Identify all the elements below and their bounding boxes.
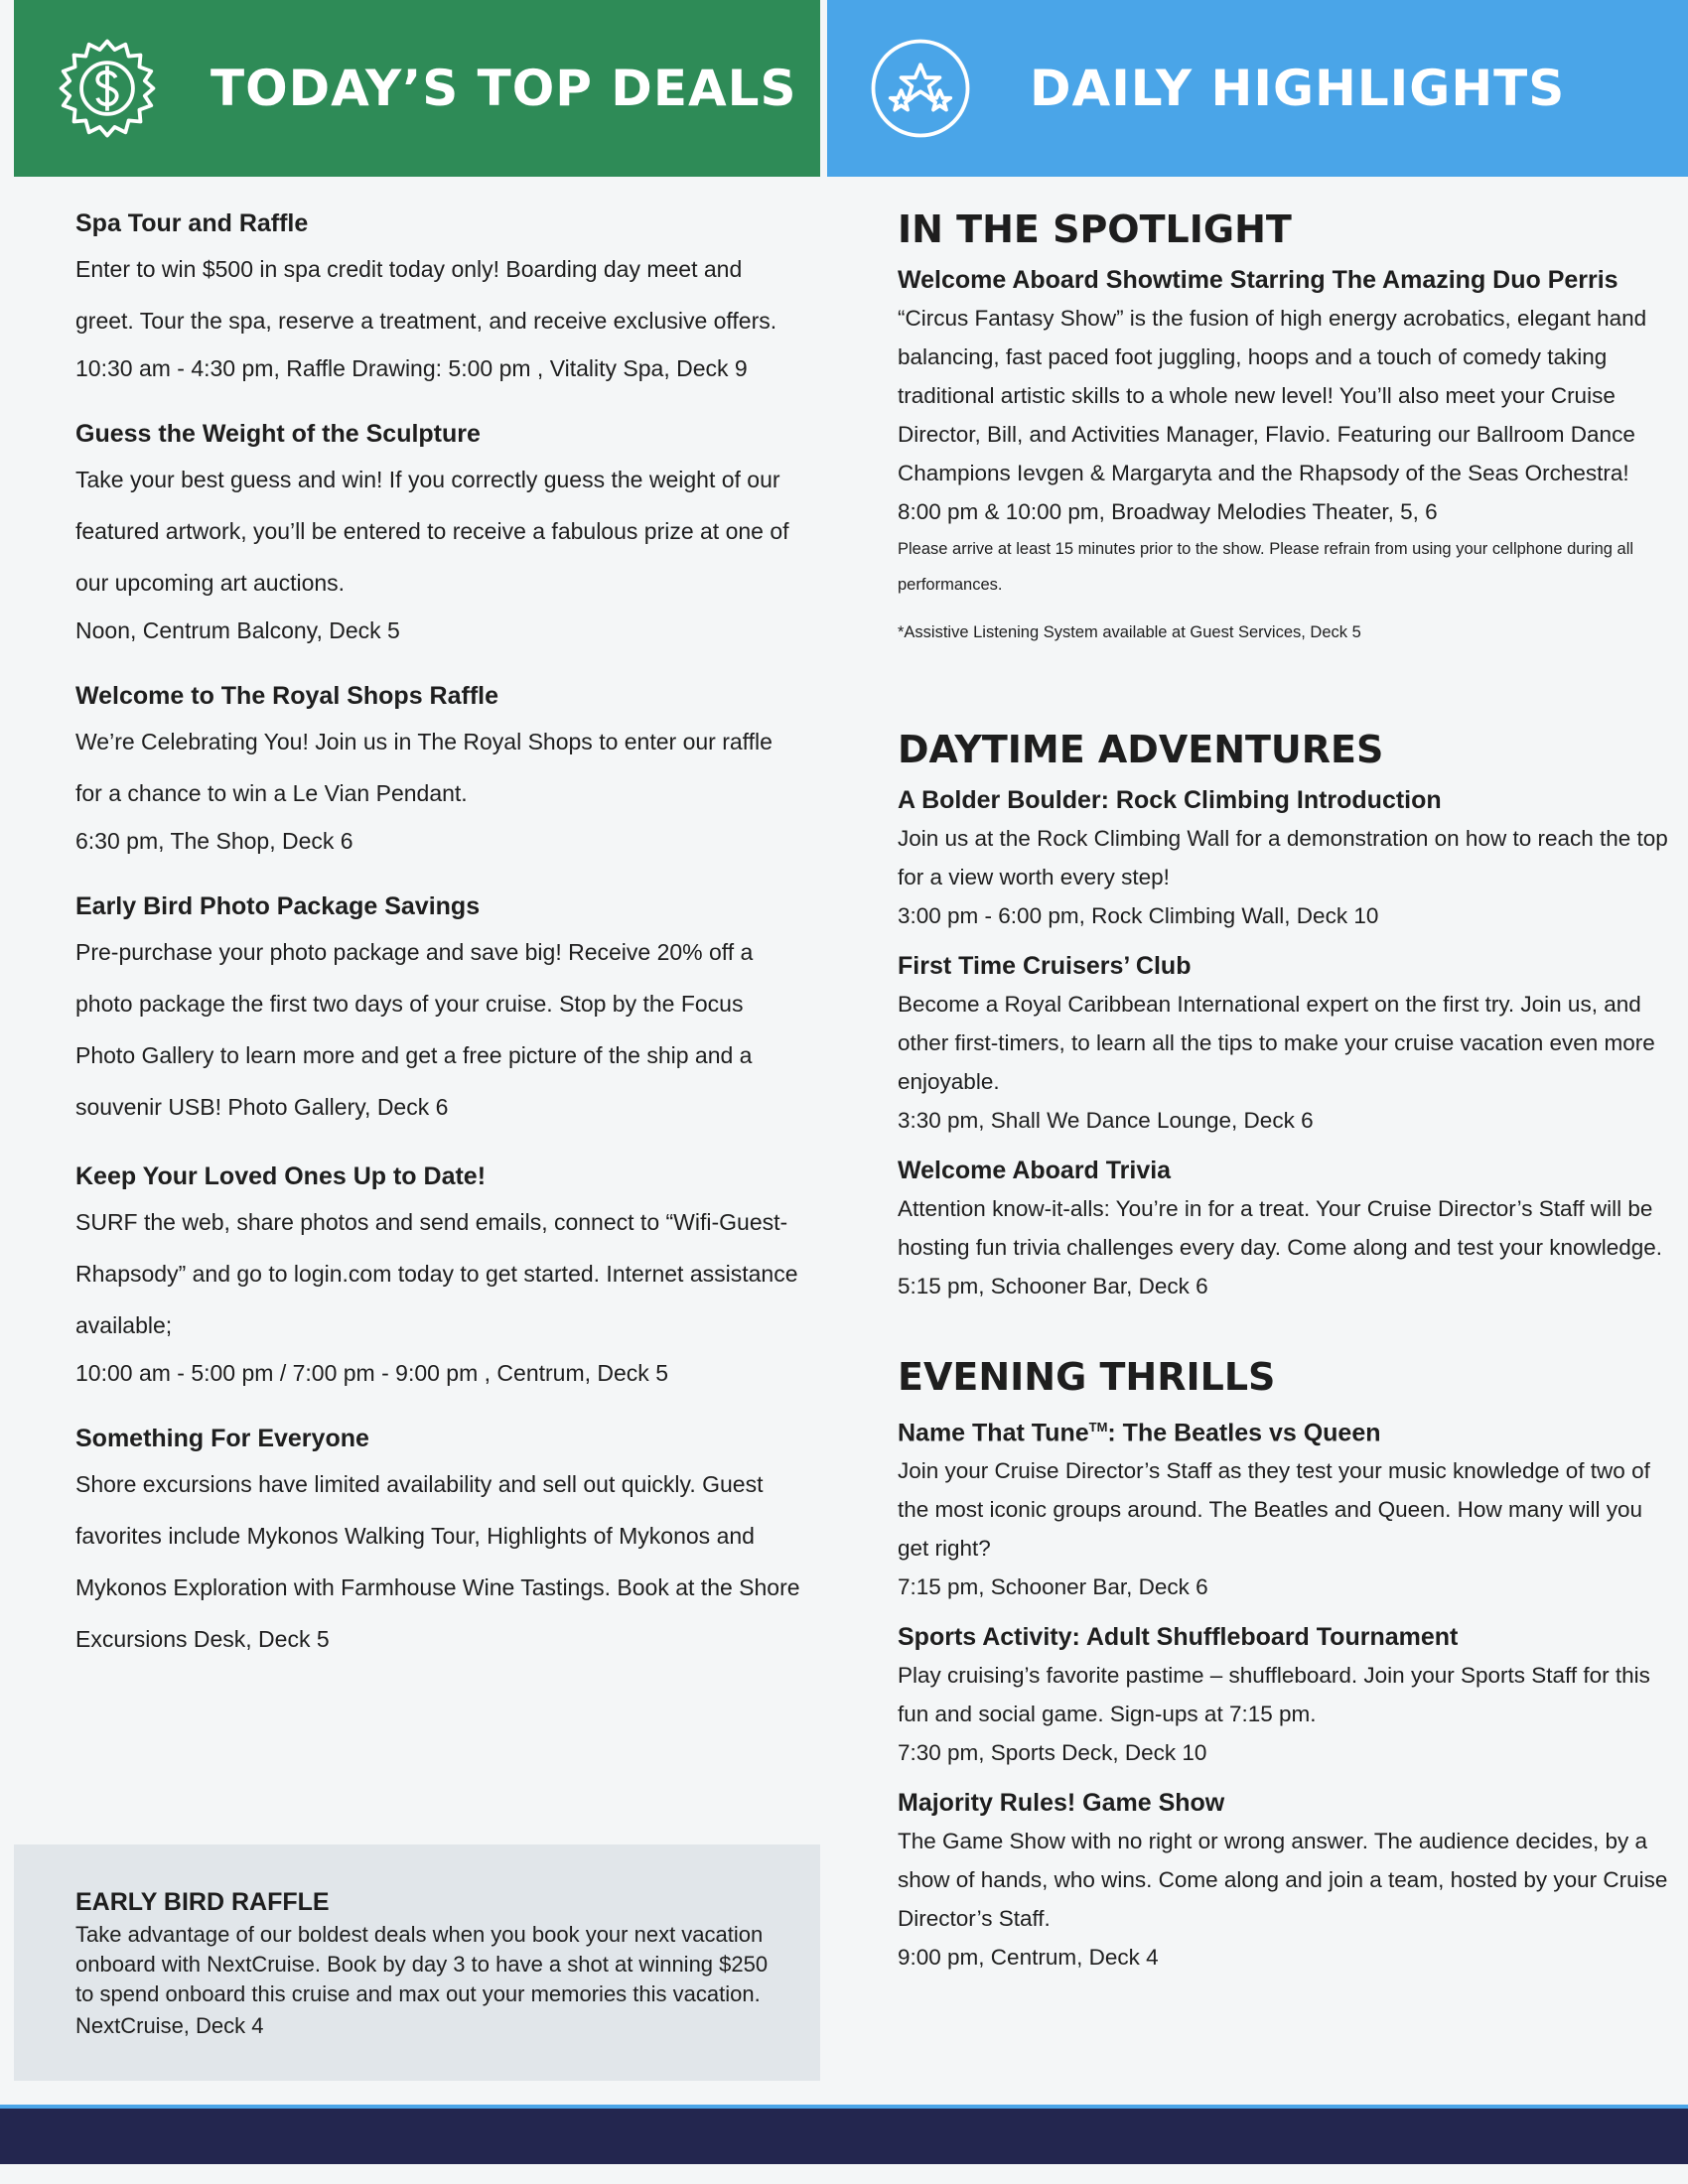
spotlight-heading: IN THE SPOTLIGHT <box>898 207 1292 251</box>
deal-title: Keep Your Loved Ones Up to Date! <box>75 1162 487 1190</box>
deal-item <box>75 887 800 1133</box>
early-bird-raffle-box <box>14 1844 820 2081</box>
deal-time: 10:30 am - 4:30 pm, Raffle Drawing: 5:00 pm , Vitality Spa, Deck 9 <box>75 355 748 381</box>
deal-item <box>75 1419 800 1665</box>
assistive-listening-note: *Assistive Listening System available at Guest Services, Deck 5 <box>898 623 1361 641</box>
event-time: 7:30 pm, Sports Deck, Deck 10 <box>898 1740 1207 1766</box>
deal-title: Spa Tour and Raffle <box>75 209 309 237</box>
top-deals-header <box>14 0 820 177</box>
highlights-column <box>898 204 1672 1988</box>
event-title: First Time Cruisers’ Club <box>898 952 1192 980</box>
event-description: “Circus Fantasy Show” is the fusion of high energy acrobatics, elegant hand balancing, fast paced foot juggling, hoops and a touch of comedy taking traditional artistic skills to a whole new level! You’ll also meet your Cruise Director, Bill, and Activities Manager, Flavio. Featuring our Ballroom Dance Champions Ievgen & Margaryta and the Rhapsody of the Seas Orchestra! <box>898 306 1647 485</box>
raffle-location: NextCruise, Deck 4 <box>75 2013 264 2038</box>
event-time: 5:15 pm, Schooner Bar, Deck 6 <box>898 1274 1208 1298</box>
event-description: Become a Royal Caribbean International expert on the first try. Join us, and other first-timers, to learn all the tips to make your cruise vacation even more enjoyable. <box>898 992 1655 1094</box>
event-title <box>898 1409 1672 1451</box>
evening-event <box>898 1618 1672 1772</box>
event-time: 8:00 pm & 10:00 pm, Broadway Melodies Theater, 5, 6 <box>898 499 1438 524</box>
deal-item <box>75 1157 800 1395</box>
trademark-sup: TM <box>1088 1420 1108 1434</box>
deal-item <box>75 676 800 863</box>
deal-description: Shore excursions have limited availability and sell out quickly. Guest favorites include Mykonos Walking Tour, Highlights of Mykonos and Mykonos Exploration with Farmhouse Wine Tastings. Book at the Shore Excursions Desk, Deck 5 <box>75 1471 800 1652</box>
deal-title: Welcome to The Royal Shops Raffle <box>75 682 499 710</box>
daily-highlights-title: DAILY HIGHLIGHTS <box>1030 60 1566 117</box>
evening-event <box>898 1409 1672 1606</box>
deal-description: We’re Celebrating You! Join us in The Royal Shops to enter our raffle for a chance to win a Le Vian Pendant. <box>75 729 773 806</box>
deal-time: 10:00 am - 5:00 pm / 7:00 pm - 9:00 pm , Centrum, Deck 5 <box>75 1360 668 1386</box>
event-description: Attention know-it-alls: You’re in for a treat. Your Cruise Director’s Staff will be hosting fun trivia challenges every day. Come along and test your knowledge. <box>898 1196 1663 1260</box>
daytime-event <box>898 1152 1672 1305</box>
daily-highlights-header <box>827 0 1688 177</box>
evening-heading: EVENING THRILLS <box>898 1355 1276 1399</box>
deal-description: Take your best guess and win! If you correctly guess the weight of our featured artwork, you’ll be entered to receive a fabulous prize at one of our upcoming art auctions. <box>75 467 789 596</box>
event-time: 3:00 pm - 6:00 pm, Rock Climbing Wall, Deck 10 <box>898 903 1379 928</box>
deal-description: Pre-purchase your photo package and save big! Receive 20% off a photo package the first two days of your cruise. Stop by the Focus Photo Gallery to learn more and get a free picture of the ship and a souvenir USB! Photo Gallery, Deck 6 <box>75 939 754 1120</box>
spotlight-event <box>898 261 1672 650</box>
event-time: 3:30 pm, Shall We Dance Lounge, Deck 6 <box>898 1108 1314 1133</box>
deal-title: Something For Everyone <box>75 1425 369 1452</box>
footer-bar <box>0 2105 1688 2164</box>
event-description: Join your Cruise Director’s Staff as they test your music knowledge of two of the most iconic groups around. The Beatles and Queen. How many will you get right? <box>898 1458 1650 1562</box>
event-title: Welcome Aboard Trivia <box>898 1157 1172 1184</box>
deal-time: 6:30 pm, The Shop, Deck 6 <box>75 828 353 854</box>
deal-description: SURF the web, share photos and send emails, connect to “Wifi-Guest-Rhapsody” and go to login.com today to get started. Internet assistance available; <box>75 1209 798 1338</box>
raffle-description: Take advantage of our boldest deals when you book your next vacation onboard with NextCruise. Book by day 3 to have a shot at winning $250 to spend onboard this cruise and max out your memories this vacation. <box>75 1922 769 2006</box>
event-description: Play cruising’s favorite pastime – shuffleboard. Join your Sports Staff for this fun and social game. Sign-ups at 7:15 pm. <box>898 1663 1650 1727</box>
deal-time: Noon, Centrum Balcony, Deck 5 <box>75 617 400 643</box>
event-time: 7:15 pm, Schooner Bar, Deck 6 <box>898 1574 1208 1600</box>
deal-item <box>75 414 800 652</box>
daytime-event <box>898 781 1672 935</box>
deal-item <box>75 204 800 390</box>
event-description: Join us at the Rock Climbing Wall for a demonstration on how to reach the top for a view worth every step! <box>898 826 1668 889</box>
event-title-rest: : The Beatles vs Queen <box>1107 1419 1381 1447</box>
event-time: 9:00 pm, Centrum, Deck 4 <box>898 1945 1159 1971</box>
top-deals-title: TODAY’S TOP DEALS <box>211 60 797 117</box>
stars-icon <box>867 35 974 142</box>
deal-description: Enter to win $500 in spa credit today only! Boarding day meet and greet. Tour the spa, reserve a treatment, and receive exclusive offers. <box>75 256 777 334</box>
deals-column <box>75 204 800 1689</box>
event-title: Sports Activity: Adult Shuffleboard Tournament <box>898 1623 1459 1652</box>
evening-event <box>898 1784 1672 1977</box>
event-title: Majority Rules! Game Show <box>898 1789 1225 1818</box>
raffle-title: EARLY BIRD RAFFLE <box>75 1888 330 1916</box>
event-title: A Bolder Boulder: Rock Climbing Introduction <box>898 786 1442 814</box>
spotlight-note: Please arrive at least 15 minutes prior to the show. Please refrain from using your cellphone during all performances. <box>898 540 1634 594</box>
deal-title: Early Bird Photo Package Savings <box>75 892 481 920</box>
event-description: The Game Show with no right or wrong answer. The audience decides, by a show of hands, who wins. Come along and join a team, hosted by your Cruise Director’s Staff. <box>898 1829 1668 1932</box>
dollar-badge-icon <box>54 35 161 142</box>
daytime-event <box>898 947 1672 1140</box>
daytime-heading: DAYTIME ADVENTURES <box>898 728 1384 771</box>
event-title: Welcome Aboard Showtime Starring The Amazing Duo Perris <box>898 266 1618 294</box>
deal-title: Guess the Weight of the Sculpture <box>75 420 481 448</box>
event-title-text: Name That Tune <box>898 1419 1089 1447</box>
